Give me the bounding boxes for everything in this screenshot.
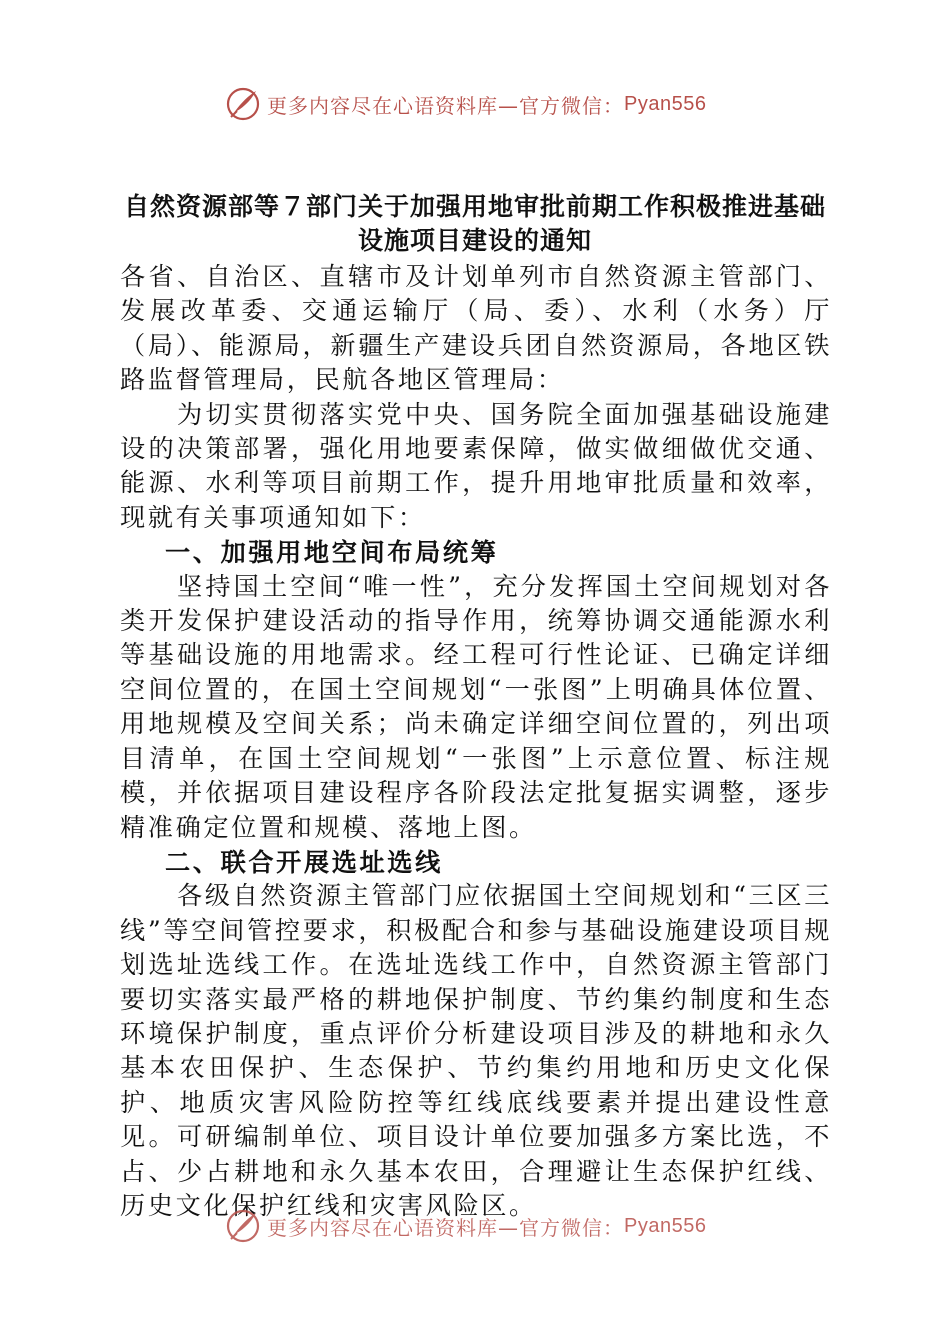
watermark-footer (225, 1208, 706, 1244)
watermark-wechat-id: Pyan556 (624, 92, 707, 115)
title-line-2: 设施项目建设的通知 (357, 226, 592, 255)
watermark-text: 更多内容尽在心语资料库—官方微信： (267, 93, 624, 118)
document-body (120, 260, 832, 1223)
section-2-heading: 二、联合开展选址选线 (165, 846, 443, 877)
watermark-wechat-id: Pyan556 (624, 1214, 707, 1237)
addressee-paragraph: 各省、自治区、直辖市及计划单列市自然资源主管部门、发展改革委、交通运输厅（局、委）、水利（水务）厅（局）、能源局，新疆生产建设兵团自然资源局，各地区铁路监督管理局，民航各地区管理局： (120, 262, 832, 395)
quill-logo-icon (225, 86, 261, 122)
title-line-1: 自然资源部等７部门关于加强用地审批前期工作积极推进基础 (123, 192, 826, 221)
watermark-text: 更多内容尽在心语资料库—官方微信： (267, 1215, 624, 1240)
section-1-paragraph: 坚持国土空间“唯一性”，充分发挥国土空间规划对各类开发保护建设活动的指导作用，统筹协调交通能源水利等基础设施的用地需求。经工程可行性论证、已确定详细空间位置的，在国土空间规划“一张图”上明确具体位置、用地规模及空间关系；尚未确定详细空间位置的，列出项目清单，在国土空间规划“一张图”上示意位置、标注规模，并依据项目建设程序各阶段法定批复据实调整，逐步精准确定位置和规模、落地上图。 (120, 571, 832, 842)
section-2-paragraph: 各级自然资源主管部门应依据国土空间规划和“三区三线”等空间管控要求，积极配合和参与基础设施建设项目规划选址选线工作。在选址选线工作中，自然资源主管部门要切实落实最严格的耕地保护制度、节约集约制度和生态环境保护制度，重点评价分析建设项目涉及的耕地和永久基本农田保护、生态保护、节约集约用地和历史文化保护、地质灾害风险防控等红线底线要素并提出建设性意见。可研编制单位、项目设计单位要加强多方案比选，不占、少占耕地和永久基本农田，合理避让生态保护红线、历史文化保护红线和灾害风险区。 (120, 881, 832, 1220)
document-title (80, 190, 870, 258)
watermark-header (225, 86, 706, 122)
intro-paragraph: 为切实贯彻落实党中央、国务院全面加强基础设施建设的决策部署，强化用地要素保障，做实做细做优交通、能源、水利等项目前期工作，提升用地审批质量和效率，现就有关事项通知如下： (120, 399, 832, 532)
section-1-heading: 一、加强用地空间布局统筹 (165, 537, 499, 568)
quill-logo-icon (225, 1208, 261, 1244)
